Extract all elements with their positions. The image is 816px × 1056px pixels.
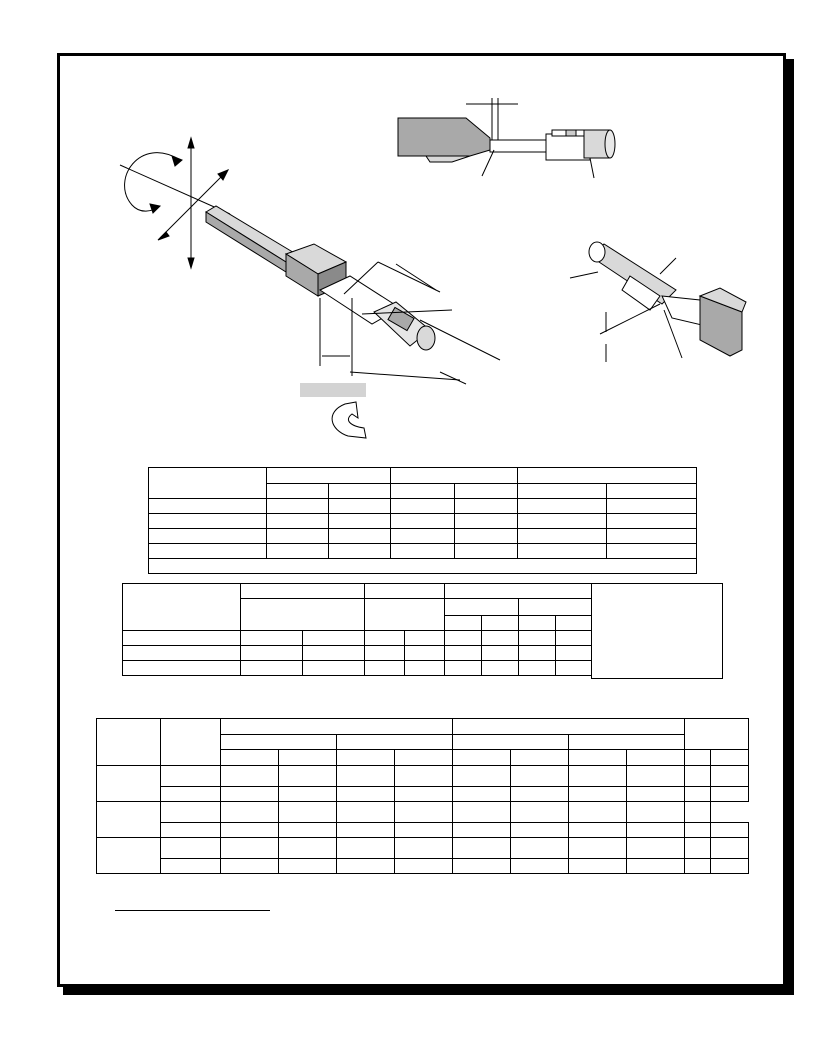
table-row <box>97 719 749 735</box>
table-row <box>123 584 723 599</box>
table-row <box>149 499 697 514</box>
footnote-rule <box>115 910 270 911</box>
table-row <box>149 514 697 529</box>
table-row <box>97 859 749 874</box>
table-row <box>149 529 697 544</box>
table-2 <box>122 583 723 679</box>
axis-symbol <box>120 138 230 268</box>
crimp-detail <box>570 242 746 362</box>
table-row <box>149 544 697 559</box>
table-row <box>97 838 749 859</box>
table-1 <box>148 467 697 574</box>
table-row <box>97 787 749 802</box>
table-row <box>149 468 697 484</box>
table-row <box>97 823 749 838</box>
terminal-isometric <box>206 206 500 384</box>
table-row <box>97 766 749 787</box>
rotate-arrow-icon <box>332 402 366 438</box>
label-box <box>300 383 366 397</box>
terminal-side-view <box>398 98 615 178</box>
table-row <box>149 559 697 574</box>
table-row <box>97 802 749 823</box>
table-3 <box>96 718 749 874</box>
